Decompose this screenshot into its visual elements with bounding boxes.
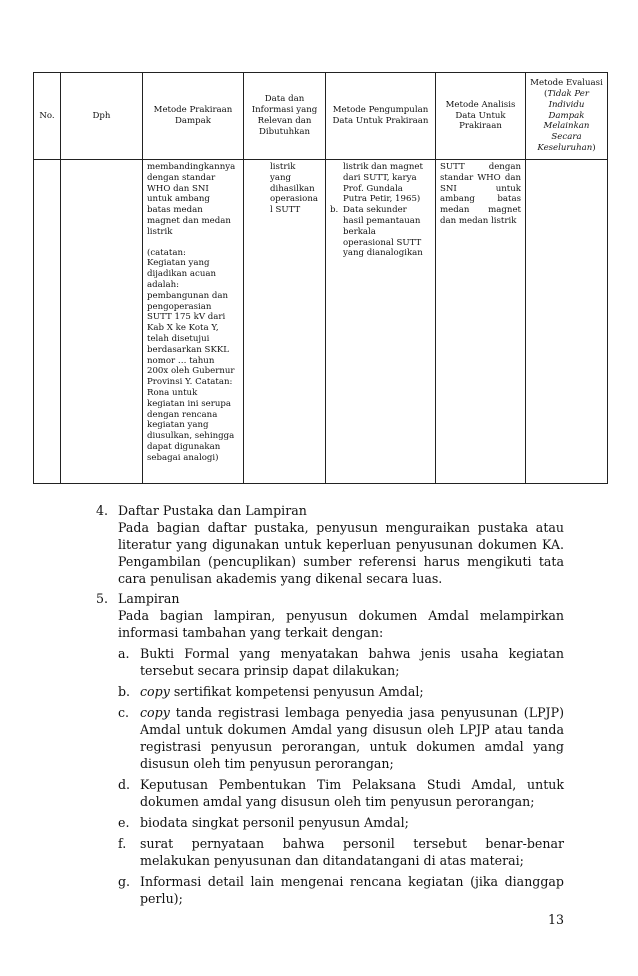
list-item	[118, 704, 564, 772]
section-number: 5.	[96, 591, 109, 606]
item-text: sertifikat kompetensi penyusun Amdal;	[169, 684, 424, 699]
item-text: surat pernyataan bahwa personil tersebut benar-benar melakukan penyusunan dan ditandatangani di atas materai;	[140, 836, 564, 868]
list-item	[118, 814, 564, 831]
section-number: 4.	[96, 503, 109, 518]
item-text: Informasi detail lain mengenai rencana kegiatan (jika dianggap perlu);	[140, 874, 564, 906]
header-no: No.	[34, 73, 61, 160]
item-text: tanda registrasi lembaga penyedia jasa penyusunan (LPJP) Amdal untuk dokumen Amdal yang disusun oleh LPJP atau tanda registrasi penyusun perorangan, untuk dokumen amdal yang disusun oleh tim penyusun perorangan;	[140, 705, 564, 771]
page-number: 13	[547, 912, 564, 927]
item-marker: a.	[118, 646, 130, 661]
cell-data-informasi-text: listrik yang dihasilkan operasiona l SUTT	[270, 162, 318, 216]
item-text: Bukti Formal yang menyatakan bahwa jenis usaha kegiatan tersebut secara prinsip dapat dilakukan;	[140, 646, 564, 678]
item-marker: d.	[118, 777, 131, 792]
cell-metode-analisis-text: SUTT dengan standar WHO dan SNI untuk ambang batas medan magnet dan medan listrik	[440, 162, 521, 226]
header-metode-prakiraan: Metode Prakiraan Dampak	[143, 73, 244, 160]
cell-dph	[61, 160, 143, 484]
cell-no	[34, 160, 61, 484]
item-italic: copy	[140, 705, 170, 720]
item-italic: copy	[140, 684, 170, 699]
cell-metode-analisis	[436, 160, 526, 484]
table-row	[34, 160, 608, 484]
impact-method-table	[33, 72, 608, 484]
cell-pengumpulan-item-b	[330, 205, 431, 259]
header-metode-analisis: Metode Analisis Data Untuk Prakiraan	[436, 73, 526, 160]
list-item	[118, 683, 564, 700]
item-marker: b.	[118, 684, 131, 699]
cell-pengumpulan-continued: listrik dan magnet dari SUTT, karya Prof. Gundala Putra Petir, 1965)	[343, 162, 423, 205]
cell-metode-evaluasi	[526, 160, 608, 484]
item-marker: g.	[118, 874, 131, 889]
list-item	[118, 645, 564, 679]
section-body: Pada bagian lampiran, penyusun dokumen Amdal melampirkan informasi tambahan yang terkait dengan:	[118, 608, 564, 640]
cell-metode-pengumpulan	[326, 160, 436, 484]
cell-metode-prakiraan	[143, 160, 244, 484]
item-marker: f.	[118, 836, 127, 851]
table-header-row	[34, 73, 608, 160]
item-text: Data sekunder hasil pemantauan berkala operasional SUTT yang dianalogikan	[343, 205, 423, 259]
header-evaluasi-suffix: )	[592, 142, 596, 153]
header-data-informasi: Data dan Informasi yang Relevan dan Dibutuhkan	[244, 73, 326, 160]
header-metode-evaluasi	[526, 73, 608, 160]
section-title: Daftar Pustaka dan Lampiran	[118, 503, 307, 518]
section-lampiran	[96, 590, 564, 907]
section-title: Lampiran	[118, 591, 180, 606]
cell-metode-prakiraan-text: membandingkannya dengan standar WHO dan SNI untuk ambang batas medan magnet dan medan listrik	[147, 162, 236, 237]
item-marker: e.	[118, 815, 130, 830]
list-item	[118, 873, 564, 907]
list-item	[118, 835, 564, 869]
section-daftar-pustaka	[96, 502, 564, 587]
header-dph: Dph	[61, 73, 143, 160]
cell-metode-prakiraan-note: (catatan: Kegiatan yang dijadikan acuan adalah: pembangunan dan pengoperasian SUTT 175 kV dari Kab X ke Kota Y, telah disetujui berdasarkan SKKL nomor … tahun 200x oleh Gubernur Provinsi Y. Catatan: Rona untuk kegiatan ini serupa dengan rencana kegiatan yang diusulkan, sehingga dapat digunakan sebagai analogi)	[147, 247, 235, 463]
item-marker: c.	[118, 705, 130, 720]
header-evaluasi-prefix: Metode Evaluasi (	[530, 78, 603, 99]
cell-data-informasi	[244, 160, 326, 484]
list-item	[118, 776, 564, 810]
section-body: Pada bagian daftar pustaka, penyusun menguraikan pustaka atau literatur yang digunakan untuk keperluan penyusunan dokumen KA. Pengambilan (pencuplikan) sumber referensi harus mengikuti tata cara penulisan akademis yang dikenal secara luas.	[118, 520, 564, 586]
header-evaluasi-italic: Tidak Per Individu Dampak Melainkan Secara Keseluruhan	[537, 89, 593, 153]
header-metode-pengumpulan: Metode Pengumpulan Data Untuk Prakiraan	[326, 73, 436, 160]
item-text: Keputusan Pembentukan Tim Pelaksana Studi Amdal, untuk dokumen amdal yang disusun oleh tim penyusun perorangan;	[140, 777, 564, 809]
lampiran-list	[118, 645, 564, 907]
item-marker: b.	[330, 205, 339, 216]
item-text: biodata singkat personil penyusun Amdal;	[140, 815, 409, 830]
